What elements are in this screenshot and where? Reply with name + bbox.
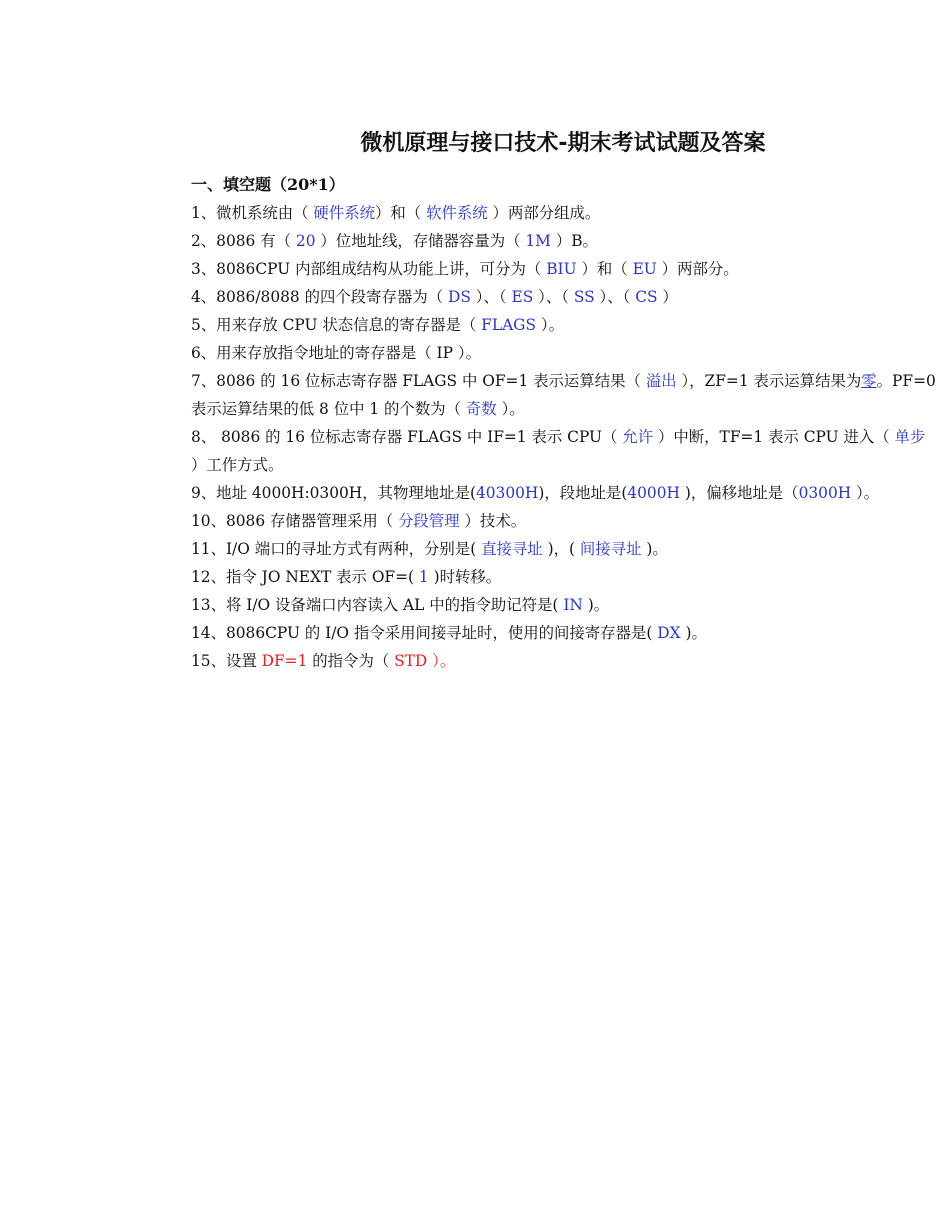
answer-blank: 40300H [475, 484, 539, 502]
question-2: 2、8086 有（ 20 ）位地址线，存储器容量为（ 1M ）B。 [191, 232, 598, 250]
answer-blank: CS [635, 288, 658, 306]
answer-blank: 1 [418, 568, 429, 586]
answer-blank: ES [511, 288, 534, 306]
answer-blank: 溢出 [645, 372, 677, 390]
question-7: 7、8086 的 16 位标志寄存器 FLAGS 中 OF=1 表示运算结果（ 溢出 ），ZF=1 表示运算结果为零。PF=0 表示运算结果的低 8 位中 1 的个数为（ 奇数 ）。 [191, 372, 936, 418]
question-4: 4、8086/8088 的四个段寄存器为（ DS ）、（ ES ）、（ SS ）、（ CS ） [191, 288, 678, 306]
answer-blank: DX [657, 624, 681, 642]
answer-blank: 分段管理 [398, 512, 460, 530]
answer-blank: 零 [861, 372, 877, 390]
answer-blank: 间接寻址 [579, 540, 642, 558]
question-14: 14、8086CPU 的 I/O 指令采用间接寻址时，使用的间接寄存器是( DX )。 [191, 624, 707, 642]
answer-blank: 奇数 [465, 400, 497, 418]
answer-blank: 软件系统 [426, 204, 488, 222]
question-12: 12、指令 JO NEXT 表示 OF=( 1 )时转移。 [191, 568, 502, 586]
answer-blank: SS [573, 288, 595, 306]
answer-blank: 20 [295, 232, 316, 250]
answer-blank: IN [563, 596, 583, 614]
answer-blank: 单步 [894, 428, 926, 446]
question-1: 1、微机系统由（ 硬件系统）和（ 软件系统 ）两部分组成。 [191, 204, 601, 222]
question-13: 13、将 I/O 设备端口内容读入 AL 中的指令助记符是( IN )。 [191, 596, 610, 614]
answer-blank: STD [394, 652, 428, 670]
answer-blank: IP [436, 344, 453, 362]
answer-blank: 允许 [622, 428, 654, 446]
question-15: 15、设置 DF=1 的指令为（ STD ）。 [191, 652, 456, 670]
highlighted-term: DF=1 [261, 652, 308, 670]
answer-blank: FLAGS [481, 316, 537, 334]
answer-blank: 0300H [798, 484, 852, 502]
answer-blank: EU [632, 260, 657, 278]
section-heading-fill-in-blank: 一、填空题（20*1） [191, 175, 345, 194]
answer-blank: BIU [546, 260, 577, 278]
question-5: 5、用来存放 CPU 状态信息的寄存器是（ FLAGS ）。 [191, 316, 565, 334]
question-10: 10、8086 存储器管理采用（ 分段管理 ）技术。 [191, 512, 527, 530]
question-3: 3、8086CPU 内部组成结构从功能上讲，可分为（ BIU ）和（ EU ）两部分。 [191, 260, 739, 278]
question-8: 8、 8086 的 16 位标志寄存器 FLAGS 中 IF=1 表示 CPU（ 允许 ）中断，TF=1 表示 CPU 进入（ 单步 ）工作方式。 [191, 428, 926, 474]
answer-blank: DS [448, 288, 471, 306]
answer-blank: 硬件系统 [313, 204, 375, 222]
answer-blank: 1M [525, 232, 551, 250]
question-9: 9、地址 4000H:0300H，其物理地址是(40300H)，段地址是(4000H )，偏移地址是（0300H ）。 [191, 484, 880, 502]
document-title: 微机原理与接口技术-期末考试试题及答案 [360, 131, 766, 156]
answer-blank: 4000H [627, 484, 680, 502]
question-6: 6、用来存放指令地址的寄存器是（ IP ）。 [191, 344, 481, 362]
question-11: 11、I/O 端口的寻址方式有两种，分别是( 直接寻址 )，( 间接寻址 )。 [191, 540, 668, 558]
answer-blank: 直接寻址 [481, 540, 543, 558]
